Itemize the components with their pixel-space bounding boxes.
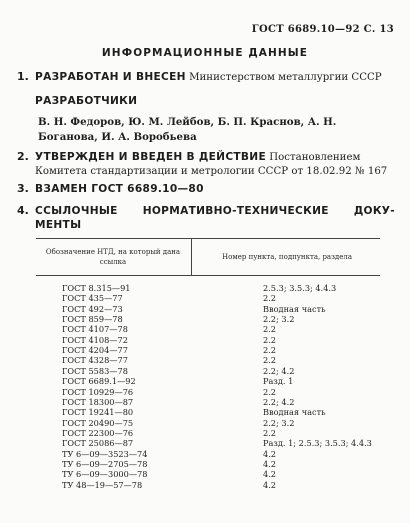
- developers-label: РАЗРАБОТЧИКИ: [35, 95, 138, 107]
- section-reference: 2.5.3; 3.5.3; 4.4.3: [263, 283, 337, 293]
- document-designation: ГОСТ 435—77: [62, 293, 123, 304]
- section-reference: 4.2: [263, 458, 277, 469]
- section-reference: Разд. 1; 2.5.3; 3.5.3; 4.4.3: [263, 438, 372, 449]
- document-designation: ТУ 6—09—3000—78: [62, 469, 148, 480]
- section-reference: 4.2: [263, 479, 277, 490]
- col-header-section: Номер пункта, подпункта, раздела: [222, 253, 352, 261]
- document-designation: ГОСТ 4108—72: [62, 334, 128, 345]
- document-designation: ТУ 6—09—2705—78: [62, 458, 148, 469]
- item-3-number: 3.: [17, 182, 29, 195]
- section-reference: Вводная часть: [263, 303, 326, 314]
- section-reference: 2.2: [263, 334, 277, 345]
- item-3-caps: ВЗАМЕН ГОСТ 6689.10—80: [35, 183, 204, 195]
- document-designation: ГОСТ 4204—77: [62, 345, 128, 356]
- item-4-word-1: ССЫЛОЧНЫЕ: [35, 205, 118, 217]
- section-reference: 2.2: [263, 427, 277, 438]
- item-2-caps: УТВЕРЖДЕН И ВВЕДЕН В ДЕЙСТВИЕ: [35, 151, 267, 163]
- section-reference: Разд. 1: [263, 376, 294, 387]
- document-designation: ГОСТ 25086—87: [62, 438, 134, 449]
- section-reference: 2.2; 3.2: [263, 314, 295, 325]
- document-designation: ГОСТ 5583—78: [62, 365, 128, 376]
- item-3-body: [35, 182, 395, 197]
- section-reference: Вводная часть: [263, 407, 326, 418]
- table-header-rule: [36, 275, 380, 276]
- item-1-body: [35, 70, 395, 85]
- item-4-body: [35, 204, 395, 232]
- document-designation: ГОСТ 492—73: [62, 303, 123, 314]
- item-4-word-2: НОРМАТИВНО-ТЕХНИЧЕСКИЕ: [142, 205, 329, 217]
- page-title: ИНФОРМАЦИОННЫЕ ДАННЫЕ: [101, 47, 309, 59]
- section-reference: 2.2: [263, 386, 277, 397]
- section-reference: 2.2; 3.2: [263, 417, 295, 428]
- document-designation: ГОСТ 22300—76: [62, 427, 134, 438]
- document-designation: ГОСТ 10929—76: [62, 386, 134, 397]
- authors-list: В. Н. Федоров, Ю. М. Лейбов, Б. П. Краснов, А. Н. Боганова, И. А. Воробьева: [38, 116, 337, 143]
- document-designation: ГОСТ 8.315—91: [62, 283, 131, 293]
- document-designation: ГОСТ 19241—80: [62, 407, 134, 418]
- section-reference: 2.2; 4.2: [263, 365, 295, 376]
- item-4-number: 4.: [17, 204, 29, 217]
- document-designation: ТУ 48—19—57—78: [62, 479, 143, 490]
- item-1-text: Министерством металлургии СССР: [189, 72, 382, 83]
- document-designation: ГОСТ 18300—87: [62, 396, 134, 407]
- page-header: ГОСТ 6689.10—92 С. 13: [251, 24, 394, 35]
- item-4-word-3: ДОКУ-: [353, 205, 395, 217]
- section-reference: 2.2: [263, 324, 277, 335]
- item-4-line-2: МЕНТЫ: [35, 219, 82, 231]
- document-designation: ГОСТ 4328—77: [62, 355, 128, 366]
- table-top-rule: [36, 238, 380, 239]
- document-designation: ГОСТ 6689.1—92: [62, 376, 136, 387]
- item-1-number: 1.: [17, 70, 29, 83]
- section-reference: 4.2: [263, 469, 277, 480]
- item-2-text: Постановлением Комитета стандартизации и метрологии СССР от 18.02.92 № 167: [35, 152, 388, 177]
- section-reference: 2.2; 4.2: [263, 396, 295, 407]
- document-designation: ГОСТ 859—78: [62, 314, 123, 325]
- document-designation: ГОСТ 20490—75: [62, 417, 134, 428]
- item-1-caps: РАЗРАБОТАН И ВНЕСЕН: [35, 71, 186, 83]
- section-reference: 2.2: [263, 293, 277, 304]
- section-reference: 2.2: [263, 355, 277, 366]
- table-column-divider: [191, 238, 192, 275]
- document-designation: ГОСТ 4107—78: [62, 324, 128, 335]
- item-2-number: 2.: [17, 150, 29, 163]
- document-designation: ТУ 6—09—3523—74: [62, 448, 148, 459]
- section-reference: 2.2: [263, 345, 277, 356]
- col-header-document: Обозначение НТД, на который дана ссылка: [45, 248, 181, 266]
- section-reference: 4.2: [263, 448, 277, 459]
- item-2-body: [35, 150, 395, 179]
